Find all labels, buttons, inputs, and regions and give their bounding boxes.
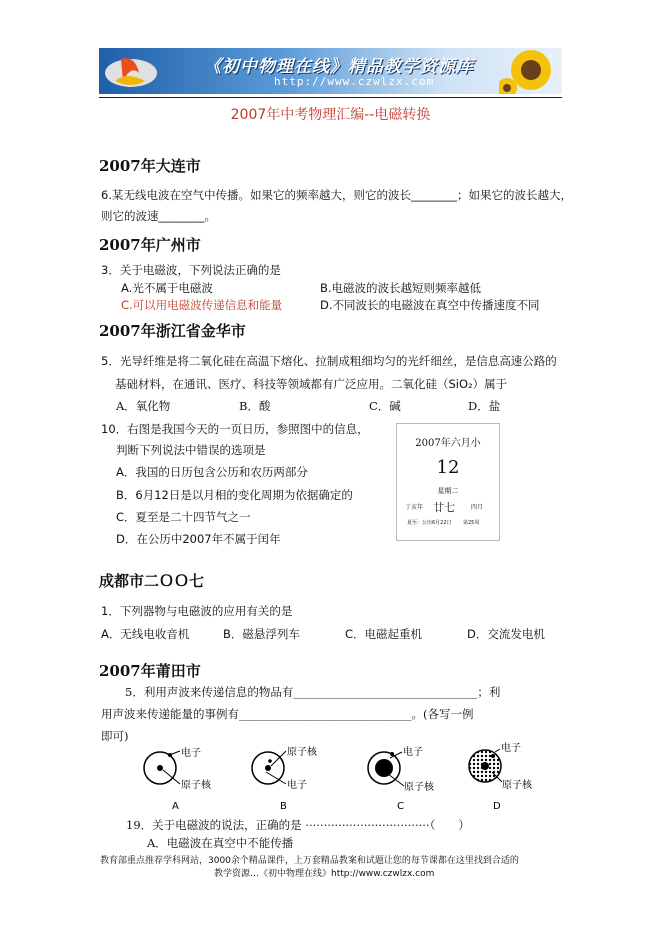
section-heading-putian: 2007年莆田市 [99,662,201,680]
atom-models-diagram [120,738,540,814]
question-text: 5．利用声波来传递信息的物品有________________________________；利 [125,685,501,699]
question-text: 10．右图是我国今天的一页日历，参照图中的信息， [101,422,369,436]
question-text: 19．关于电磁波的说法，正确的是 ··································（ ） [126,818,470,832]
question-text: 5．光导纤维是将二氧化硅在高温下熔化、拉制成粗细均匀的光纤细丝，是信息高速公路的 [101,354,557,368]
calendar-lunar-month: 四月 [471,504,484,511]
banner-url[interactable]: http://www.czwlzx.com [274,75,435,88]
option-d: D．交流发电机 [467,627,545,641]
option-a: A．我国的日历包含公历和农历两部分 [116,465,308,479]
label-nucleus: 原子核 [181,780,211,791]
question-text: 1．下列器物与电磁波的应用有关的是 [101,604,293,618]
document-title: 2007年中考物理汇编--电磁转换 [230,107,431,123]
question-text: 3．关于电磁波，下列说法正确的是 [101,263,281,277]
logo-icon [101,51,161,91]
label-nucleus: 原子核 [287,747,317,758]
calendar-weekday: 星期二 [437,487,459,495]
sunflower-image [499,48,562,94]
question-text: 即可) [101,729,129,743]
option-b: B．6月12日是以月相的变化周期为依据确定的 [116,488,353,502]
option-c: C．电磁起重机 [345,627,423,641]
label-electron: 电子 [181,748,201,759]
header-banner [99,48,562,94]
option-c: C．碱 [369,399,401,413]
label-c: C [397,801,404,812]
label-nucleus: 原子核 [404,782,434,793]
label-b: B [280,801,287,812]
option-a: A．氧化物 [116,399,171,413]
section-heading-jinhua: 2007年浙江省金华市 [99,322,246,340]
header-rule [99,97,562,98]
atom-model-b [252,745,318,812]
section-heading-chengdu: 成都市二ＯＯ七 [99,572,205,590]
question-text: 基础材料，在通讯、医疗、科技等领域都有广泛应用。二氧化硅（SiO₂）属于 [115,377,508,391]
label-electron: 电子 [403,747,423,758]
atom-model-c [368,745,435,812]
banner-title: 《初中物理在线》精品教学资源库 [204,57,474,77]
option-d: D.不同波长的电磁波在真空中传播速度不同 [320,298,540,312]
label-electron: 电子 [501,743,521,754]
atom-model-d [469,741,533,812]
option-a: A.光不属于电磁波 [121,281,213,295]
question-text: 6.某无线电波在空气中传播。如果它的频率越大，则它的波长________；如果它的波长越大， [101,188,572,202]
footer-line-1: 教育部重点推荐学科网站，3000余个精品课件，上万套精品教案和试题让您的每节课都在这里找到合适的 [100,856,519,866]
option-b: B.电磁波的波长越短则频率越低 [320,281,482,295]
label-nucleus: 原子核 [502,780,532,791]
label-d: D [493,801,501,812]
calendar-page [396,423,500,541]
option-d: D．在公历中2007年不属于闰年 [116,532,281,546]
option-b: B．磁悬浮列车 [223,627,300,641]
footer-line-2[interactable]: 教学资源…《初中物理在线》http://www.czwlzx.com [214,869,435,879]
question-text: 判断下列说法中错误的选项是 [116,443,266,457]
label-electron: 电子 [287,780,307,791]
option-a: A．电磁波在真空中不能传播 [147,836,294,850]
calendar-day: 12 [436,457,460,478]
option-c: C．夏至是二十四节气之一 [116,510,251,524]
question-text: 则它的波速________。 [101,209,216,223]
calendar-lunar-year: 丁亥年 [405,504,424,511]
calendar-footer-right: 第25周 [463,520,480,526]
option-c: C.可以用电磁波传递信息和能量 [121,298,283,312]
option-b: B．酸 [239,399,271,413]
atom-model-a [144,746,212,812]
question-text: 用声波来传递能量的事例有______________________________。(各写一例 [101,707,474,721]
option-a: A．无线电收音机 [101,627,190,641]
option-d: D．盐 [468,399,501,413]
section-heading-dalian: 2007年大连市 [99,157,201,175]
calendar-footer-left: 夏至：公历6月22日 [407,520,452,526]
section-heading-guangzhou: 2007年广州市 [99,236,201,254]
calendar-header: 2007年六月小 [415,438,481,449]
calendar-lunar-day: 廿七 [433,501,455,514]
label-a: A [172,801,179,812]
